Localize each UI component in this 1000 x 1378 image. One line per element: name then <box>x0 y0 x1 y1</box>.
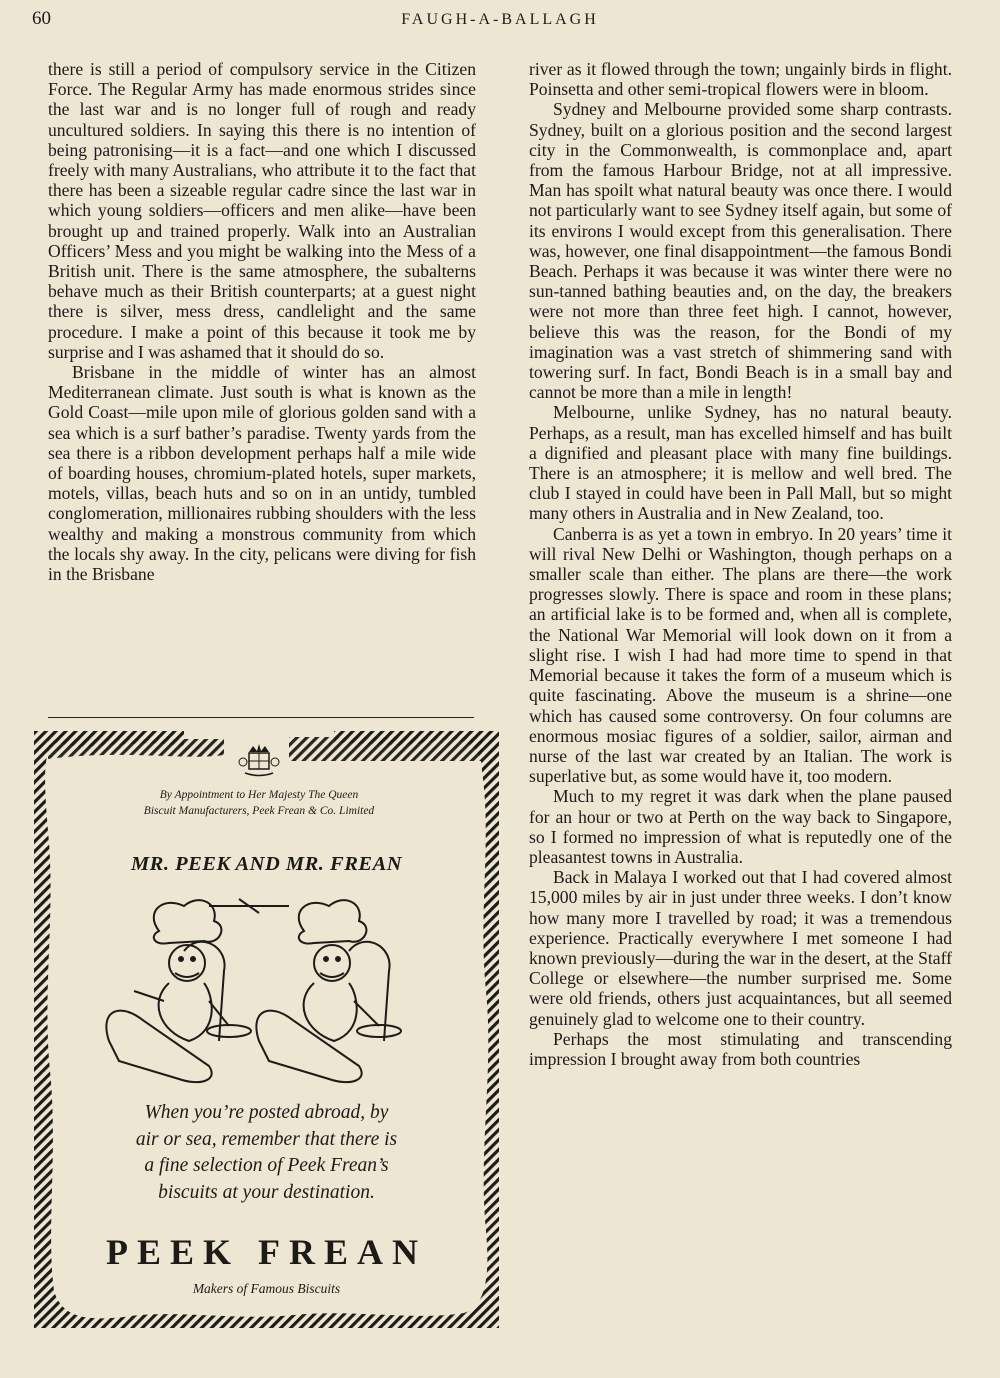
tagline-line: When you’re posted abroad, by <box>144 1102 389 1123</box>
tagline-line: air or sea, remember that there is <box>135 1128 398 1150</box>
article-right-column <box>529 59 952 1069</box>
page-number: 60 <box>32 8 51 29</box>
tagline-line: biscuits at your destination. <box>158 1181 375 1203</box>
advert-divider <box>48 717 474 718</box>
article-paragraph: Brisbane in the middle of winter has an almost Mediterranean climate. Just south is what is known as the Gold Coast—mile upon mile of glorious golden sand with a sea which is a surf bather’s paradise. Twenty yards from the sea there is a ribbon development perhaps half a mile wide of boarding houses, chromium-plated hotels, super markets, motels, villas, beach huts and so on in an untidy, tumbled conglomeration, millionaires rubbing shoulders with the less wealthy and making a monstrous community from which the locals shy away. In the city, pelicans were diving for fish in the Brisbane <box>48 362 476 585</box>
royal-crest-icon <box>237 742 281 778</box>
appointment-line: Biscuit Manufacturers, Peek Frean & Co. Limited <box>143 805 375 817</box>
brand-name: PEEK FREAN <box>105 1232 427 1272</box>
article-paragraph: river as it flowed through the town; ungainly birds in flight. Poinsetta and other semi-tropical flowers were in bloom. <box>529 59 952 100</box>
article-paragraph: there is still a period of compulsory service in the Citizen Force. The Regular Army has made enormous strides since the last war and is no longer full of rough and ready uncultured soldiers. In saying this there is no intention of being patronising—it is a fact—and one which I discussed freely with many Australians, who attribute it to the fact that there has been a sizeable regular cadre since the last war in which young soldiers—officers and men alike—have been brought up and trained properly. Walk into an Australian Officers’ Mess and you might be walking into the Mess of a British unit. There is the same atmosphere, the subalterns behave much as their British counterparts; at a guest night there is silver, mess dress, candlelight and the same procedure. I make a point of this because it took me by surprise and I was ashamed that it should do so. <box>48 59 476 362</box>
tagline-line: a fine selection of Peek Frean’s <box>144 1155 389 1176</box>
article-paragraph: Perhaps the most stimulating and transcending impression I brought away from both countries <box>529 1028 952 1069</box>
article-paragraph: Melbourne, unlike Sydney, has no natural beauty. Perhaps, as a result, man has excelled himself and has built a dignified and pleasant place with many fine buildings. There is an atmosphere; it is mellow and well bred. The club I stayed in could have been in Pall Mall, but so might many others in Australia and in New Zealand, too. <box>529 402 952 524</box>
advert-headline: MR. PEEK AND MR. FREAN <box>130 853 403 875</box>
article-paragraph: Sydney and Melbourne provided some sharp contrasts. Sydney, built on a glorious position and the second largest city in the Commonwealth, is commonplace and, apart from the famous Harbour Bridge, not at all impressive. Man has spoilt what natural beauty was once there. I would not particularly want to see Sydney itself again, but some of its environs I would except from this generalisation. There was, however, one final disappointment—the famous Bondi Beach. Perhaps it was because it was winter there were no sun-tanned bathing beauties and, on the day, the breakers were not more than three feet high. I cannot, however, believe this was the reason, for the Bondi of my imagination was a vast stretch of shimmering sand with towering surf. In fact, Bondi Beach is in a small bay and cannot be more than a mile in length! <box>529 99 952 403</box>
brand-slogan: Makers of Famous Biscuits <box>192 1281 341 1296</box>
peek-frean-advert <box>34 731 499 1328</box>
advert-tagline <box>94 1100 439 1206</box>
chefs-illustration <box>89 891 429 1086</box>
article-paragraph: Canberra is as yet a town in embryo. In 20 years’ time it will rival New Delhi or Washington, though perhaps on a smaller scale than either. The plans are there—the work progresses slowly. There is space and room in these plans; an artificial lake is to be formed and, when all is complete, the National War Memorial will look down on it from a slight rise. I wish I had had more time to spend in that Memorial because it takes the form of a museum which is quite fascinating. Above the museum is a shrine—one which has caused some controversy. On four columns are enormous mosiac figures of a soldier, sailor, airman and nurse of the last war created by an Italian. The work is superlative but, as some would have it, too modern. <box>529 523 952 787</box>
article-left-column <box>48 59 476 584</box>
article-paragraph: Much to my regret it was dark when the plane paused for an hour or two at Perth on the way back to Singapore, so I formed no impression of what is reputedly one of the pleasantest towns in Australia. <box>529 786 952 867</box>
royal-appointment <box>94 787 424 819</box>
running-head: FAUGH-A-BALLAGH <box>401 11 599 28</box>
article-paragraph: Back in Malaya I worked out that I had covered almost 15,000 miles by air in just under three weeks. I don’t know how many more I travelled by road; it was a tremendous experience. Practically everywhere I met someone I had known previously—during the war in the desert, at the Staff College or elsewhere—the number surprised me. Some were old friends, others just acquaintances, but all seemed genuinely glad to welcome one to their country. <box>529 867 952 1029</box>
appointment-line: By Appointment to Her Majesty The Queen <box>159 789 359 801</box>
